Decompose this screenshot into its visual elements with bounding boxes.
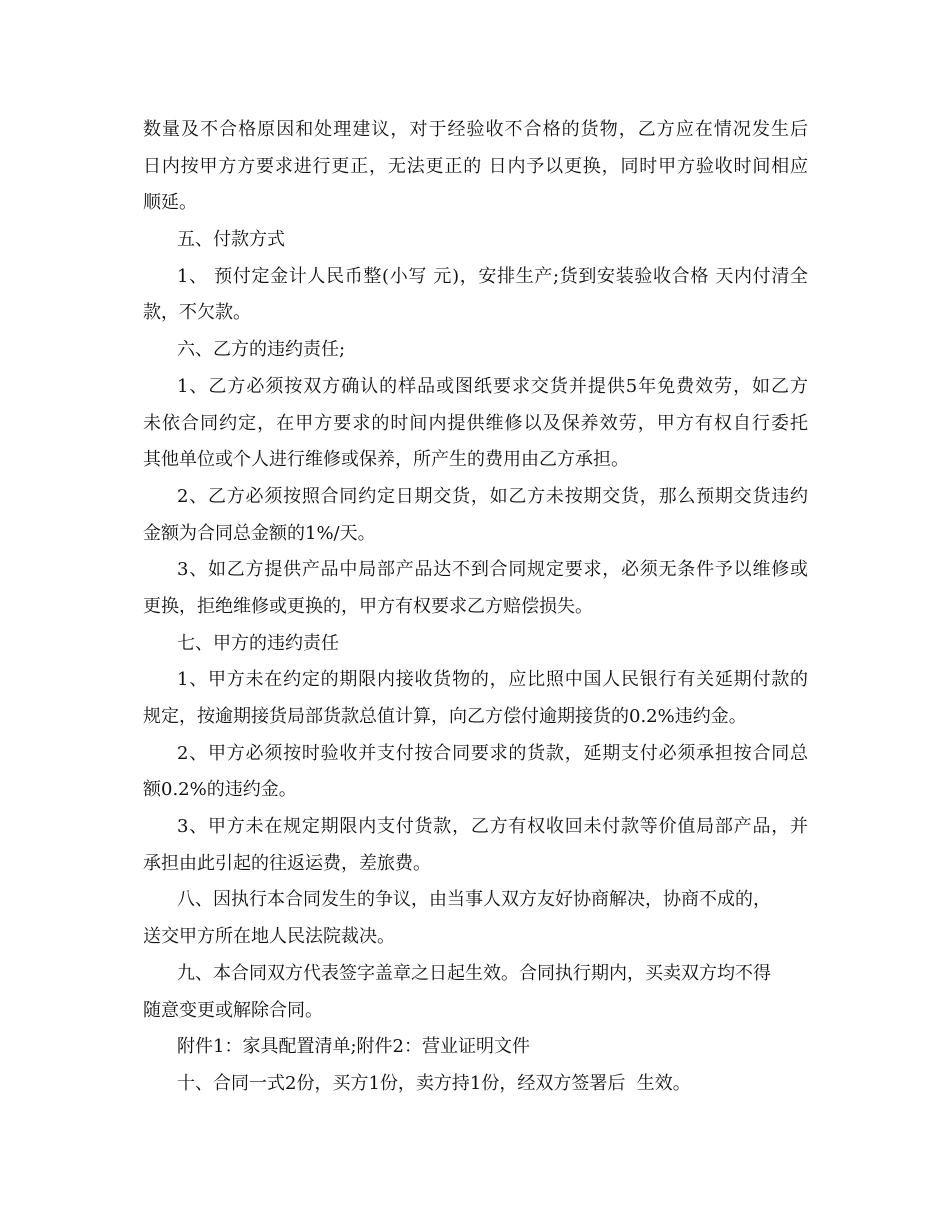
text-line: 更换，拒绝维修或更换的，甲方有权要求乙方赔偿损失。 xyxy=(143,595,593,617)
text-line: 规定，按逾期接货局部货款总值计算，向乙方偿付逾期接货的0.2%违约金。 xyxy=(143,706,747,727)
section-heading-seller-liability: 六、乙方的违约责任; xyxy=(177,339,346,361)
text-line: 1、乙方必须按双方确认的样品或图纸要求交货并提供5年免费效劳，如乙方 xyxy=(177,375,808,397)
text-line: 顺延。 xyxy=(143,192,197,214)
text-line: 2、乙方必须按照合同约定日期交货，如乙方未按期交货，那么预期交货违约 xyxy=(177,485,808,507)
contract-body xyxy=(143,112,808,1103)
text-line: 款，不欠款。 xyxy=(143,302,251,324)
text-line: 1、 预付定金计人民币整(小写 元)，安排生产;货到安装验收合格 天内付清全 xyxy=(177,265,808,287)
section-copies: 十、合同一式2份，买方1份，卖方持1份，经双方签署后 生效。 xyxy=(177,1072,691,1094)
text-line: 3、如乙方提供产品中局部产品达不到合同规定要求，必须无条件予以维修或 xyxy=(177,559,808,581)
text-line: 未依合同约定，在甲方要求的时间内提供维修以及保养效劳，甲方有权自行委托 xyxy=(143,412,808,434)
text-line: 3、甲方未在规定期限内支付货款，乙方有权收回未付款等价值局部产品，并 xyxy=(177,816,808,838)
text-line: 1、甲方未在约定的期限内接收货物的，应比照中国人民银行有关延期付款的 xyxy=(177,669,808,691)
text-line: 日内按甲方方要求进行更正，无法更正的 日内予以更换，同时甲方验收时间相应 xyxy=(143,155,808,177)
text-line: 其他单位或个人进行维修或保养，所产生的费用由乙方承担。 xyxy=(143,449,629,471)
text-line: 金额为合同总金额的1%/天。 xyxy=(143,522,376,544)
text-line: 2、甲方必须按时验收并支付按合同要求的货款，延期支付必须承担按合同总 xyxy=(177,742,808,764)
text-line: 承担由此引起的往返运费，差旅费。 xyxy=(143,852,431,874)
section-heading-buyer-liability: 七、甲方的违约责任 xyxy=(177,632,339,654)
section-heading-payment: 五、付款方式 xyxy=(177,229,285,251)
text-line: 随意变更或解除合同。 xyxy=(143,999,323,1021)
section-disputes: 八、因执行本合同发生的争议，由当事人双方友好协商解决，协商不成的， xyxy=(177,889,771,911)
attachments-line: 附件1：家具配置清单;附件2：营业证明文件 xyxy=(177,1036,530,1058)
text-line: 数量及不合格原因和处理建议，对于经验收不合格的货物，乙方应在情况发生后 xyxy=(143,119,808,140)
text-line: 额0.2%的违约金。 xyxy=(143,779,297,801)
section-effectiveness: 九、本合同双方代表签字盖章之日起生效。合同执行期内，买卖双方均不得 xyxy=(177,962,771,984)
text-line: 送交甲方所在地人民法院裁决。 xyxy=(143,926,395,948)
